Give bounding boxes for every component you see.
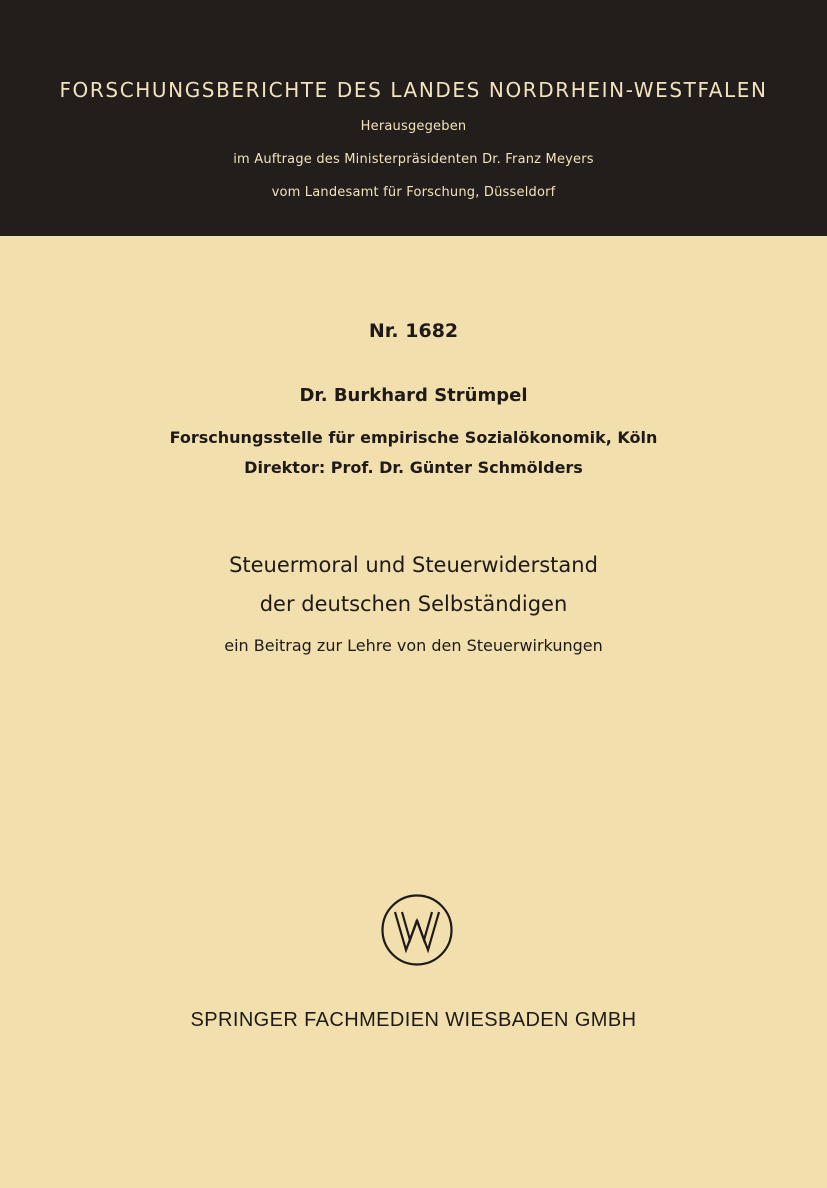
author-name: Dr. Burkhard Strümpel xyxy=(299,385,528,406)
volume-number: Nr. 1682 xyxy=(368,320,459,342)
editor-note: Herausgegeben xyxy=(360,119,467,134)
publisher-name: SPRINGER FACHMEDIEN WIESBADEN GMBH xyxy=(190,1009,637,1031)
commission-note: im Auftrage des Ministerpräsidenten Dr. Franz Meyers xyxy=(233,152,594,167)
series-title: FORSCHUNGSBERICHTE DES LANDES NORDRHEIN-WESTFALEN xyxy=(59,78,768,102)
book-subtitle: ein Beitrag zur Lehre von den Steuerwirkungen xyxy=(224,636,603,655)
book-title-line-1: Steuermoral und Steuerwiderstand xyxy=(229,553,598,577)
affiliation-director: Direktor: Prof. Dr. Günter Schmölders xyxy=(244,458,583,477)
book-title-line-2: der deutschen Selbständigen xyxy=(259,592,568,616)
affiliation-institute: Forschungsstelle für empirische Sozialökonomik, Köln xyxy=(169,428,658,447)
office-note: vom Landesamt für Forschung, Düsseldorf xyxy=(271,185,556,200)
header-band xyxy=(0,0,827,236)
ww-circle-logo-icon xyxy=(380,893,454,967)
